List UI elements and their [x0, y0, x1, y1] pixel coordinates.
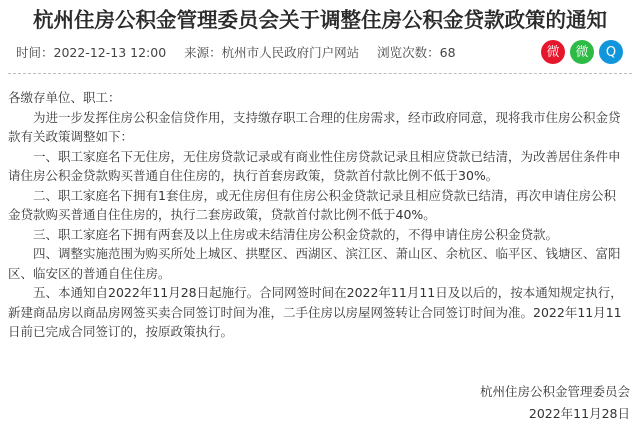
publish-time: 时间：2022-12-13 12:00	[16, 45, 167, 60]
signature-date: 2022年11月28日	[528, 406, 630, 421]
wechat-icon: 微	[575, 44, 589, 60]
source-link: 来源：杭州市人民政府门户网站	[184, 45, 360, 60]
paragraph-intro: 为进一步发挥住房公积金信贷作用，支持缴存职工合理的住房需求，经市政府同意，现将我市住房公积金贷款有关政策调整如下：	[8, 109, 621, 144]
share-wechat-button[interactable]	[570, 40, 594, 64]
paragraph-item-5: 五、本通知自2022年11月28日起施行。合同网签时间在2022年11月11日及以后的，按本通知规定执行，新建商品房以商品房网签买卖合同签订时间为准，二手住房以房屋网签转让合同签订时间为准。2022年11月11日前已完成合同签订的，按原政策执行。	[8, 285, 623, 339]
qq-icon: Q	[605, 44, 617, 60]
paragraph-item-4: 四、调整实施范围为购买所处上城区、拱墅区、西湖区、滨江区、萧山区、余杭区、临平区、钱塘区、富阳区、临安区的普通自住住房。	[8, 246, 621, 281]
salutation: 各缴存单位、职工：	[8, 90, 121, 105]
weibo-icon: 微	[546, 44, 560, 60]
view-count: 浏览次数：68	[377, 45, 456, 60]
share-qq-button[interactable]	[599, 40, 623, 64]
paragraph-item-3: 三、职工家庭名下拥有两套及以上住房或未结清住房公积金贷款的，不得申请住房公积金贷款。	[33, 226, 559, 242]
share-weibo-button[interactable]	[541, 40, 565, 64]
paragraph-item-2: 二、职工家庭名下拥有1套住房，或无住房但有住房公积金贷款记录且相应贷款已结清，再次申请住房公积金贷款购买普通自住住房的，执行二套房政策，贷款首付款比例不低于40%。	[8, 187, 616, 222]
article-meta	[16, 44, 470, 62]
header-divider	[8, 73, 632, 74]
signature-org: 杭州住房公积金管理委员会	[479, 384, 630, 399]
article-body	[8, 88, 628, 342]
article-title: 杭州住房公积金管理委员会关于调整住房公积金贷款政策的通知	[33, 8, 607, 32]
paragraph-item-1: 一、职工家庭名下无住房，无住房贷款记录或有商业性住房贷款记录且相应贷款已结清，为改善居住条件申请住房公积金贷款购买普通自住住房的，执行首套房政策，贷款首付款比例不低于30%。	[8, 148, 621, 183]
